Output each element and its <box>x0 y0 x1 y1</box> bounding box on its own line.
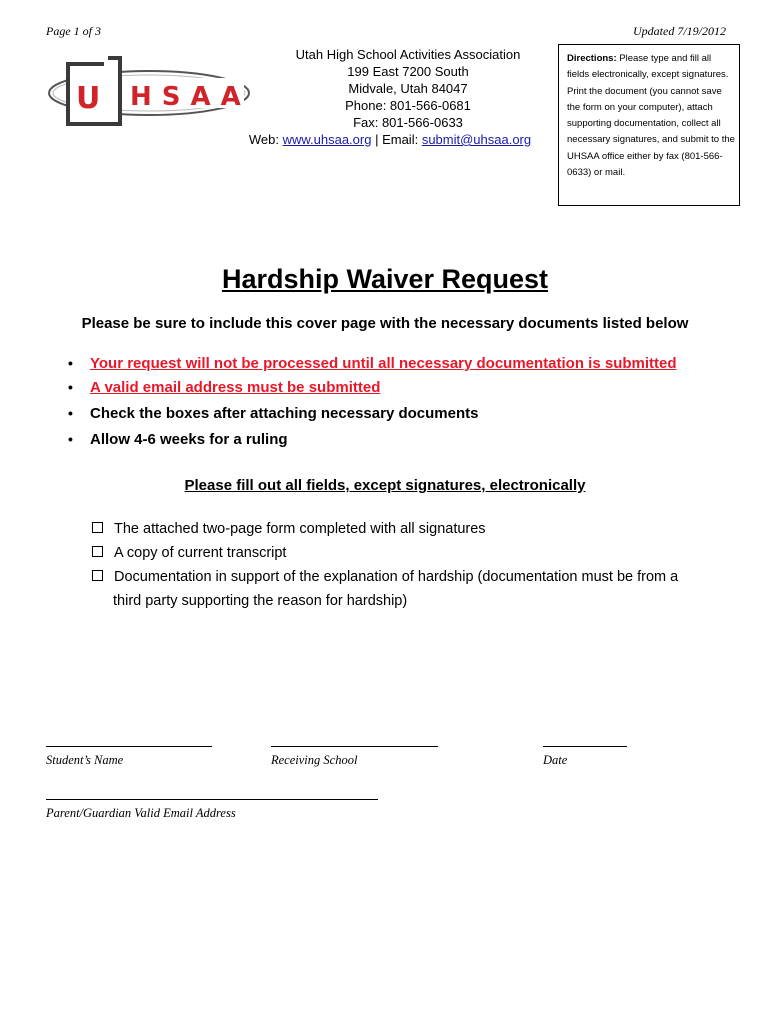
checklist-item <box>92 566 678 590</box>
email-link[interactable]: submit@uhsaa.org <box>421 132 532 147</box>
directions-text: Please type and fill all fields electronically, except signatures. Print the document (you cannot save the form on your computer), attach supporting documentation, collect all necessary signatures, and submit to the UHSAA office either by fax (801-566-0633) or mail. <box>567 53 735 179</box>
bullet-dot-icon: • <box>68 405 73 421</box>
website-link[interactable]: www.uhsaa.org <box>282 132 372 147</box>
checkbox-transcript[interactable] <box>92 546 103 557</box>
guardian-email-field[interactable] <box>46 799 378 800</box>
directions-box <box>558 44 740 206</box>
checklist-label: The attached two-page form completed with all signatures <box>114 521 486 537</box>
bullet-dot-icon: • <box>68 355 73 371</box>
checklist-item <box>92 542 286 566</box>
fill-instructions-heading: Please fill out all fields, except signatures, electronically <box>184 477 586 494</box>
bullet-dot-icon: • <box>68 379 73 395</box>
updated-date: Updated 7/19/2012 <box>633 24 726 38</box>
page-title: Hardship Waiver Request <box>221 264 549 294</box>
org-fax: Fax: 801-566-0633 <box>353 115 463 130</box>
checklist-label: Documentation in support of the explanation of hardship (documentation must be from a <box>114 569 679 585</box>
checkbox-form-completed[interactable] <box>92 522 103 533</box>
uhsaa-logo <box>46 56 252 130</box>
date-field[interactable] <box>543 746 627 747</box>
checkbox-hardship-documentation[interactable] <box>92 570 103 581</box>
org-street: 199 East 7200 South <box>347 64 469 79</box>
guardian-email-label: Parent/Guardian Valid Email Address <box>46 806 236 820</box>
checklist-item <box>92 518 486 542</box>
web-prefix: Web: <box>248 132 283 147</box>
org-name: Utah High School Activities Association <box>295 47 521 62</box>
bullet-text: Check the boxes after attaching necessary documents <box>90 405 479 422</box>
logo-letter-u: U <box>76 81 101 116</box>
bullet-item <box>68 377 380 398</box>
bullet-text: Your request will not be processed until all necessary documentation is submitted <box>90 355 677 372</box>
bullet-item <box>68 353 677 374</box>
receiving-school-label: Receiving School <box>271 753 358 767</box>
org-city: Midvale, Utah 84047 <box>348 81 468 96</box>
student-name-label: Student’s Name <box>46 753 124 767</box>
page-subtitle: Please be sure to include this cover page with the necessary documents listed below <box>81 315 689 332</box>
org-phone: Phone: 801-566-0681 <box>345 98 471 113</box>
date-label: Date <box>543 753 568 767</box>
email-separator: | Email: <box>371 132 422 147</box>
checklist-label-continued: third party supporting the reason for hardship) <box>113 593 408 609</box>
svg-text:HSAA: HSAA <box>130 82 251 112</box>
bullet-item <box>68 403 478 424</box>
checklist-label: A copy of current transcript <box>114 545 287 561</box>
receiving-school-field[interactable] <box>271 746 438 747</box>
page-indicator: Page 1 of 3 <box>46 24 101 38</box>
directions-label: Directions: <box>567 53 617 64</box>
org-web-email <box>220 131 560 148</box>
student-name-field[interactable] <box>46 746 212 747</box>
bullet-text: Allow 4-6 weeks for a ruling <box>90 431 288 448</box>
bullet-dot-icon: • <box>68 431 73 447</box>
bullet-text: A valid email address must be submitted <box>90 379 381 396</box>
bullet-item <box>68 429 288 450</box>
